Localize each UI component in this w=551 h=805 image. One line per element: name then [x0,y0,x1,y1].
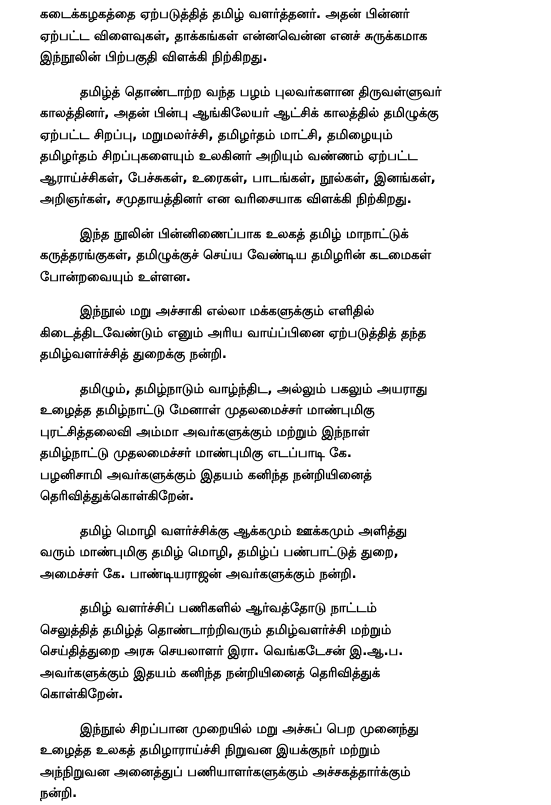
text-line: போன்றவையும் உள்ளன. [40,269,191,285]
paragraph-1 [40,4,531,69]
text-line: வரும் மாண்புமிகு தமிழ் மொழி, தமிழ்ப் பண்பாட்டுத் துறை, [40,545,399,560]
text-line: அமைச்சர் கே. பாண்டியராஜன் அவர்களுக்கும் நன்றி. [40,566,357,582]
text-line: கருத்தரங்குகள், தமிழுக்குச் செய்ய வேண்டிய தமிழரின் கடமைகள் [40,248,432,263]
text-line: செய்தித்துறை அரசு செயலாளர் இரா. வெங்கடேசன் இ.ஆ.ப. [40,644,404,659]
text-line: தமிழ்வளர்ச்சித் துறைக்கு நன்றி. [40,347,227,362]
text-line: உழைத்த தமிழ்நாட்டு மேனாள் முதலமைச்சர் மாண்புமிகு [40,403,375,418]
text-line: உழைத்த உலகத் தமிழாராய்ச்சி நிறுவன இயக்குநர் மற்றும் [40,743,381,758]
text-line: கொள்கிறேன். [40,687,124,702]
text-line: நன்றி. [40,786,78,801]
text-line: புரட்சித்தலைவி அம்மா அவர்களுக்கும் மற்றும் இந்நாள் [40,424,370,440]
text-line: தெரிவித்துக்கொள்கிறேன். [40,489,195,504]
text-line: பழனிசாமி அவர்களுக்கும் இதயம் கனிந்த நன்றியினைத் [40,467,372,483]
text-line: அறிஞர்கள், சமுதாயத்தினர் என வரிசையாக விளக்கி நிற்கிறது. [40,192,412,207]
paragraph-2 [40,82,531,211]
text-line: கடைக்கழகத்தை ஏற்படுத்தித் தமிழ் வளர்த்தனர். அதன் பின்னர் [40,7,410,22]
text-line: அந்நிறுவன அனைத்துப் பணியாளர்களுக்கும் அச்சகத்தார்க்கும் [40,764,411,780]
paragraph-8 [40,719,531,805]
text-line: தமிழும், தமிழ்நாடும் வாழ்ந்திட, அல்லும் பகலும் அயராது [80,381,428,397]
text-line: அவர்களுக்கும் இதயம் கனிந்த நன்றியினைத் தெரிவித்துக் [40,665,381,681]
text-line: காலத்தினர், அதன் பின்பு ஆங்கிலேயர் ஆட்சிக் காலத்தில் தமிழுக்கு [40,106,439,121]
paragraph-4 [40,301,531,366]
text-line: தமிழ் மொழி வளர்ச்சிக்கு ஆக்கமும் ஊக்கமும் அளித்து [80,523,408,539]
paragraph-5 [40,379,531,508]
text-line: தமிழ்த் தொண்டாற்ற வந்த பழம் புலவர்களான திருவள்ளுவர் [80,84,442,100]
text-line: இந்நூல் மறு அச்சாகி எல்லா மக்களுக்கும் எளிதில் [80,304,375,319]
text-line: ஏற்பட்ட சிறப்பு, மறுமலர்ச்சி, தமிழர்தம் மாட்சி, தமிழையும் [40,127,393,143]
text-line: தமிழர்தம் சிறப்புகளையும் உலகினர் அறியும் வண்ணம் ஏற்பட்ட [40,149,418,164]
text-line: ஏற்பட்ட விளைவுகள், தாக்கங்கள் என்னவென்ன எனச் சுருக்கமாக [40,28,428,44]
paragraph-6 [40,521,531,586]
text-line: இந்நூலின் பிற்பகுதி விளக்கி நிற்கிறது. [40,50,268,65]
text-line: ஆராய்ச்சிகள், பேச்சுகள், உரைகள், பாடங்கள், நூல்கள், இனங்கள், [40,170,436,186]
text-line: கிடைத்திடவேண்டும் எனும் அரிய வாய்ப்பினை ஏற்படுத்தித் தந்த [40,325,427,341]
text-line: இந்நூல் சிறப்பான முறையில் மறு அச்சுப் பெற முனைந்து [80,721,419,737]
paragraph-7 [40,598,531,706]
text-line: தமிழ் வளர்ச்சிப் பணிகளில் ஆர்வத்தோடு நாட்டம் [80,601,377,616]
text-line: செலுத்தித் தமிழ்த் தொண்டாற்றிவரும் தமிழ்வளர்ச்சி மற்றும் [40,622,392,638]
paragraph-3 [40,224,531,289]
text-line: தமிழ்நாட்டு முதலமைச்சர் மாண்புமிகு எடப்பாடி கே. [40,446,352,461]
text-line: இந்த நூலின் பின்னிணைப்பாக உலகத் தமிழ் மாநாட்டுக் [80,226,409,242]
